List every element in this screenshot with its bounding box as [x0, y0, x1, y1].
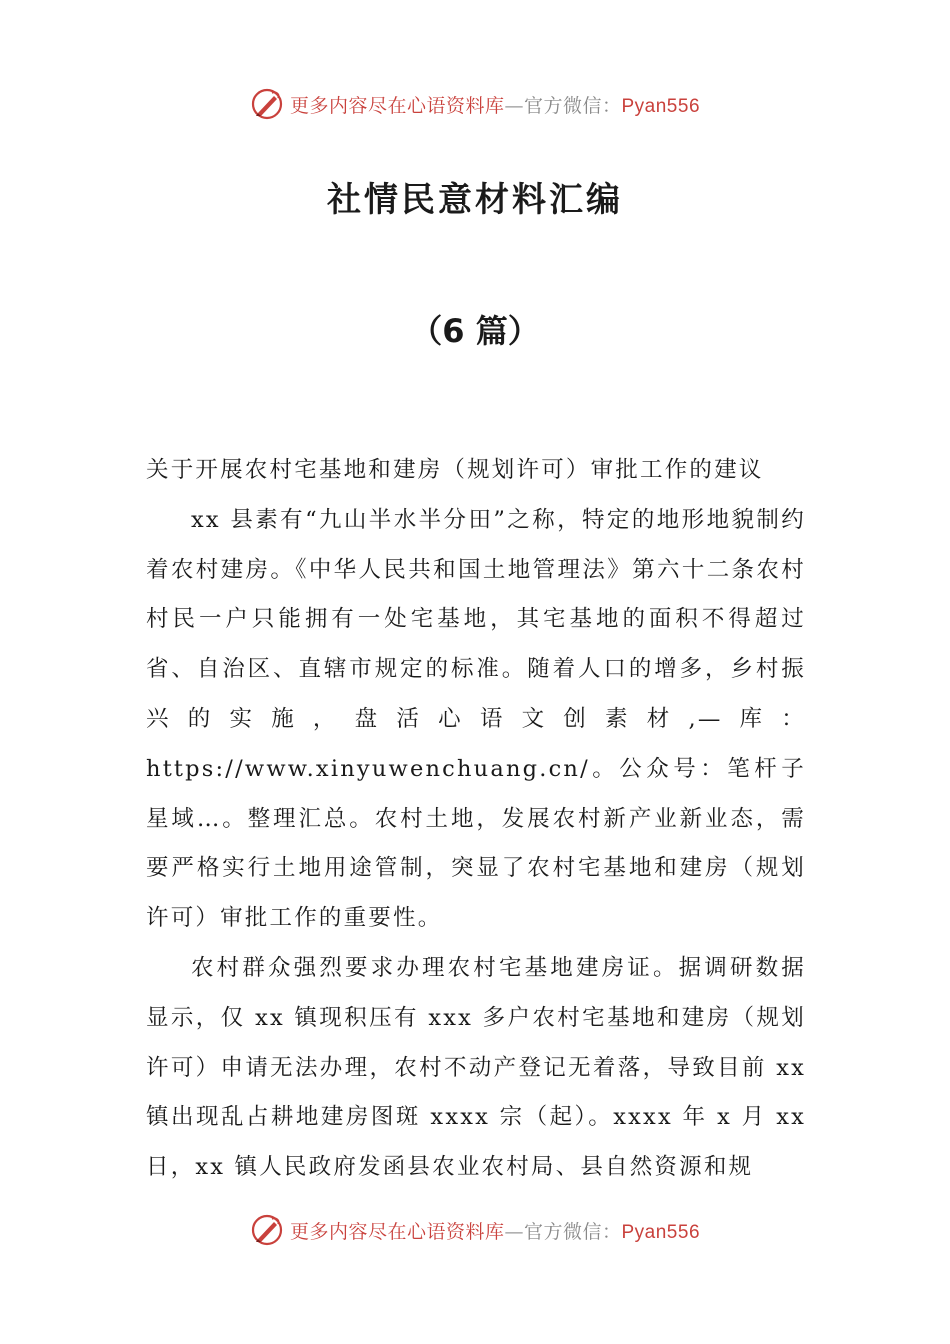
- header-banner: [0, 84, 950, 124]
- pen-logo-icon: [250, 1213, 284, 1247]
- page-subtitle: （6 篇）: [410, 312, 540, 350]
- banner-text: 更多内容尽在心语资料库—官方微信：Pyan556: [289, 1220, 701, 1243]
- pen-logo-icon: [250, 87, 284, 121]
- article-heading: 关于开展农村宅基地和建房（规划许可）审批工作的建议: [146, 457, 764, 483]
- footer-banner: [0, 1210, 950, 1250]
- document-body: [146, 446, 806, 1193]
- page-title: 社情民意材料汇编: [327, 180, 623, 220]
- paragraph-2: 农村群众强烈要求办理农村宅基地建房证。据调研数据显示，仅 xx 镇现积压有 xxx 多户农村宅基地和建房（规划许可）申请无法办理，农村不动产登记无着落，导致目前 xx 镇出现乱占耕地建房图斑 xxxx 宗（起）。xxxx 年 x 月 xx 日，xx 镇人民政府发函县农业农村局、县自然资源和规: [146, 954, 806, 1181]
- banner-text: 更多内容尽在心语资料库—官方微信：Pyan556: [289, 94, 701, 117]
- paragraph-1: xx 县素有“九山半水半分田”之称，特定的地形地貌制约着农村建房。《中华人民共和国土地管理法》第六十二条农村村民一户只能拥有一处宅基地，其宅基地的面积不得超过省、自治区、直辖市规定的标准。随着人口的增多，乡村振兴的实施，盘活心语文创素材,—库：https://www.xinyuwenchuang.cn/。公众号：笔杆子星域…。整理汇总。农村土地，发展农村新产业新业态，需要严格实行土地用途管制，突显了农村宅基地和建房（规划许可）审批工作的重要性。: [146, 506, 806, 932]
